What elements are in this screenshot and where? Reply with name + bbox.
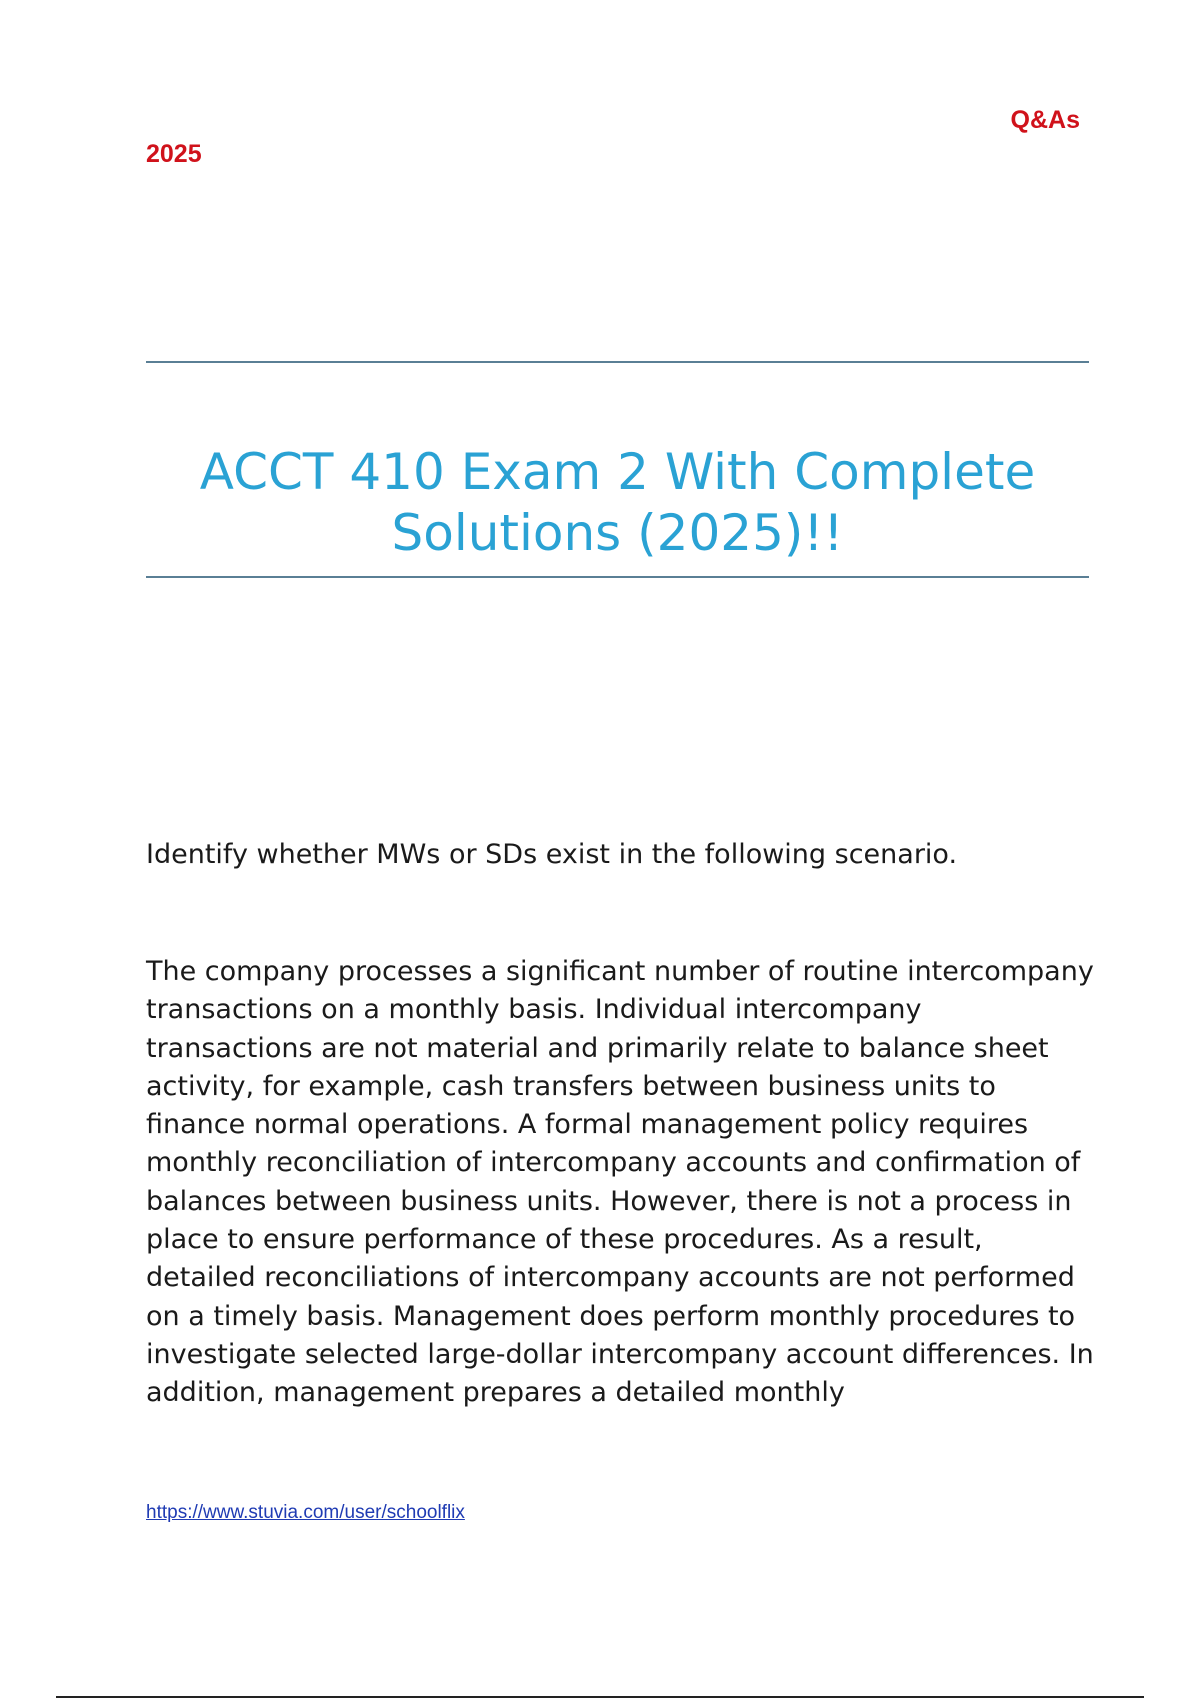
document-title: ACCT 410 Exam 2 With Complete Solutions (2025)!! xyxy=(199,443,1036,562)
page-bottom-divider xyxy=(56,1696,1144,1698)
scenario-text: The company processes a significant number of routine intercompany transactions on a monthly basis. Individual intercompany transactions are not material and primarily relate to balance sheet activity, for example, cash transfers between business units to finance normal operations. A formal management policy requires monthly reconciliation of intercompany accounts and confirmation of balances between business units. However, there is not a process in place to ensure performance of these procedures. As a result, detailed reconciliations of intercompany accounts are not performed on a timely basis. Management does perform monthly procedures to investigate selected large-dollar intercompany account differences. In addition, management prepares a detailed monthly xyxy=(146,956,1094,1409)
title-top-divider xyxy=(146,361,1089,363)
title-bottom-divider xyxy=(146,576,1089,578)
footer-link[interactable]: https://www.stuvia.com/user/schoolflix xyxy=(146,1502,465,1523)
header-label: Q&As xyxy=(1010,106,1080,134)
question-text: Identify whether MWs or SDs exist in the following scenario. xyxy=(146,839,958,870)
header-year: 2025 xyxy=(146,140,202,168)
